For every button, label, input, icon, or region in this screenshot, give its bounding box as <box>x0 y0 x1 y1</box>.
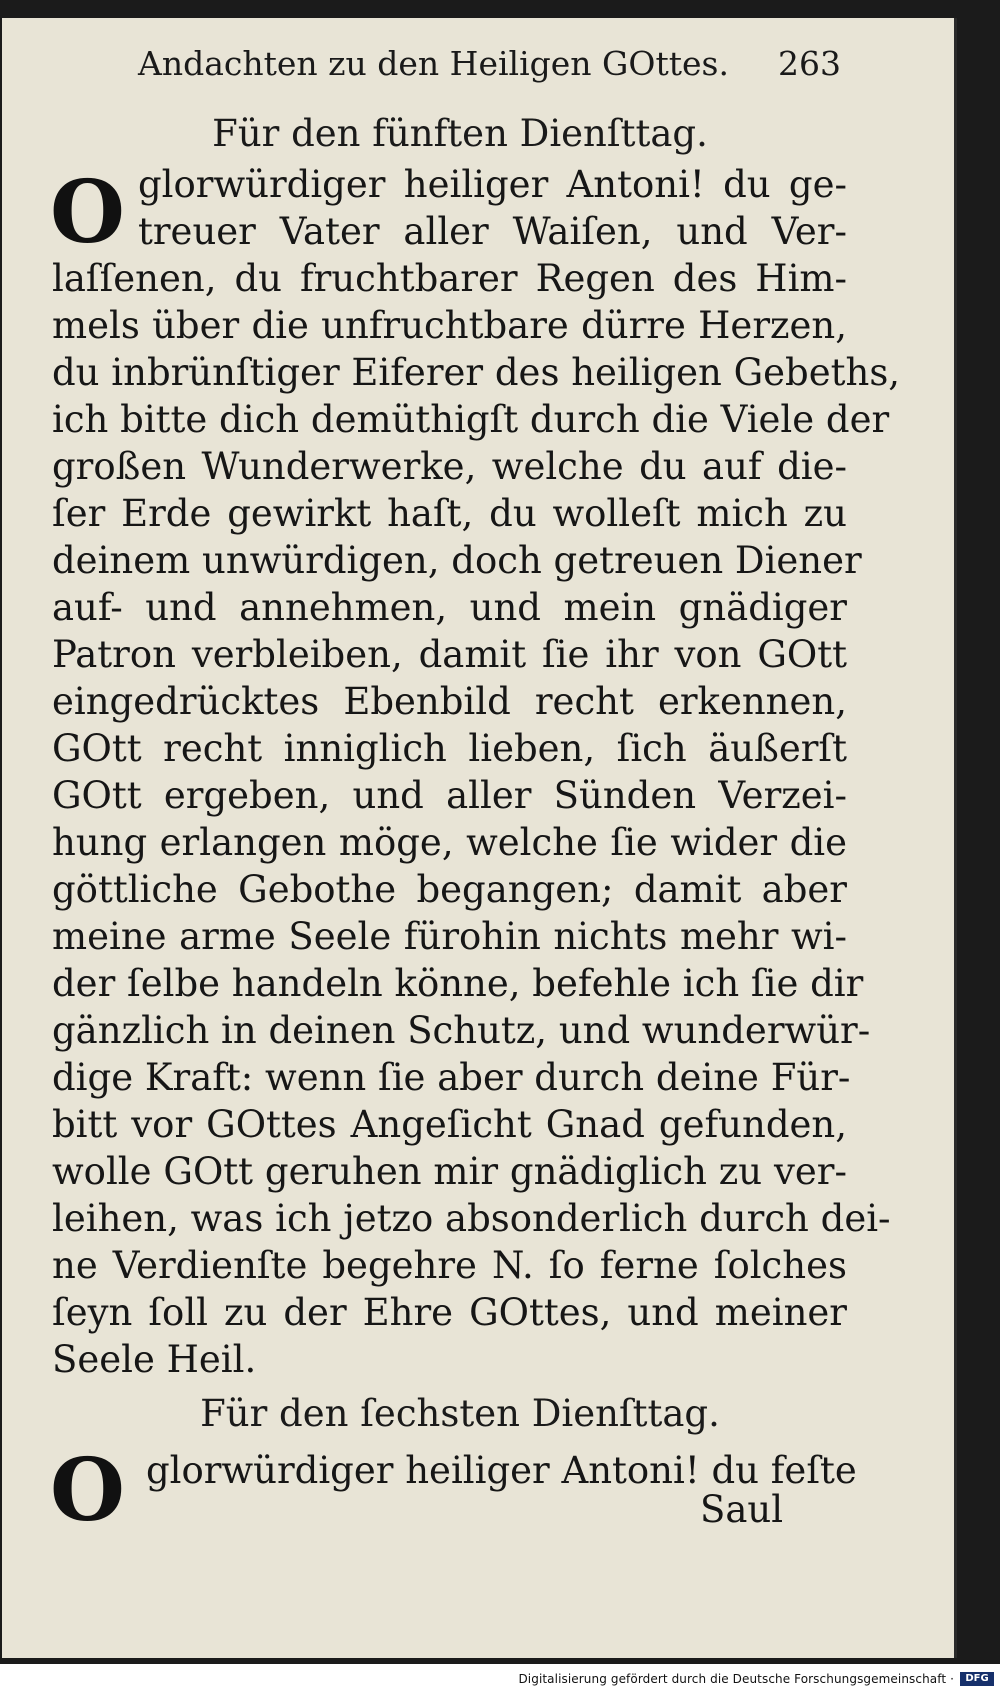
text-line: eingedrücktes Ebenbild recht erkennen, <box>52 680 847 723</box>
text-line: gänzlich in deinen Schutz, und wunderwür- <box>52 1009 871 1052</box>
text-line: deinem unwürdigen, doch getreuen Diener <box>52 539 862 582</box>
text-line: Patron verbleiben, damit ſie ihr von GOtt <box>52 633 847 676</box>
drop-capital: O <box>50 1440 125 1541</box>
dfg-logo: DFG <box>960 1672 994 1686</box>
text-line: leihen, was ich jetzo absonderlich durch dei- <box>52 1197 891 1240</box>
text-line: dige Kraft: wenn ſie aber durch deine Für- <box>52 1056 851 1099</box>
text-line: du inbrünſtiger Eiferer des heiligen Gebeths, <box>52 351 901 394</box>
text-line: hung erlangen möge, welche ſie wider die <box>52 821 847 864</box>
text-line: glorwürdiger heiliger Antoni! du feſte <box>146 1449 857 1492</box>
text-line: bitt vor GOttes Angeſicht Gnad gefunden, <box>52 1103 847 1146</box>
text-line: laſſenen, du fruchtbarer Regen des Him- <box>52 257 847 300</box>
digitization-credit: Digitalisierung gefördert durch die Deutsche Forschungsgemeinschaft · <box>518 1672 954 1686</box>
text-line: ich bitte dich demüthigſt durch die Viele der <box>52 398 890 441</box>
text-line: ne Verdienſte begehre N. ſo ferne ſolches <box>52 1244 847 1287</box>
text-line: der ſelbe handeln könne, befehle ich ſie dir <box>52 962 864 1005</box>
text-line: ſeyn ſoll zu der Ehre GOttes, und meiner <box>52 1291 847 1334</box>
text-line: auf- und annehmen, und mein gnädiger <box>52 586 847 629</box>
page-number: 263 <box>778 44 841 83</box>
text-line: GOtt recht inniglich lieben, ſich äußerſt <box>52 727 847 770</box>
drop-capital: O <box>50 162 125 263</box>
running-title: Andachten zu den Heiligen GOttes. <box>138 44 729 83</box>
section-heading-fifth-tuesday: Für den fünften Dienſttag. <box>212 112 708 155</box>
text-line: ſer Erde gewirkt haſt, du wolleſt mich zu <box>52 492 847 535</box>
text-line: großen Wunderwerke, welche du auf die- <box>52 445 847 488</box>
section-heading-sixth-tuesday: Für den ſechsten Dienſttag. <box>200 1392 720 1435</box>
text-line: GOtt ergeben, und aller Sünden Verzei- <box>52 774 847 817</box>
text-line: wolle GOtt geruhen mir gnädiglich zu ver- <box>52 1150 847 1193</box>
text-line: treuer Vater aller Waiſen, und Ver- <box>138 210 847 253</box>
text-line: meine arme Seele fürohin nichts mehr wi- <box>52 915 847 958</box>
catchword: Saul <box>700 1488 784 1531</box>
text-line: Seele Heil. <box>52 1338 257 1381</box>
text-line: göttliche Gebothe begangen; damit aber <box>52 868 847 911</box>
text-line: glorwürdiger heiliger Antoni! du ge- <box>138 163 847 206</box>
text-line: mels über die unfruchtbare dürre Herzen, <box>52 304 847 347</box>
